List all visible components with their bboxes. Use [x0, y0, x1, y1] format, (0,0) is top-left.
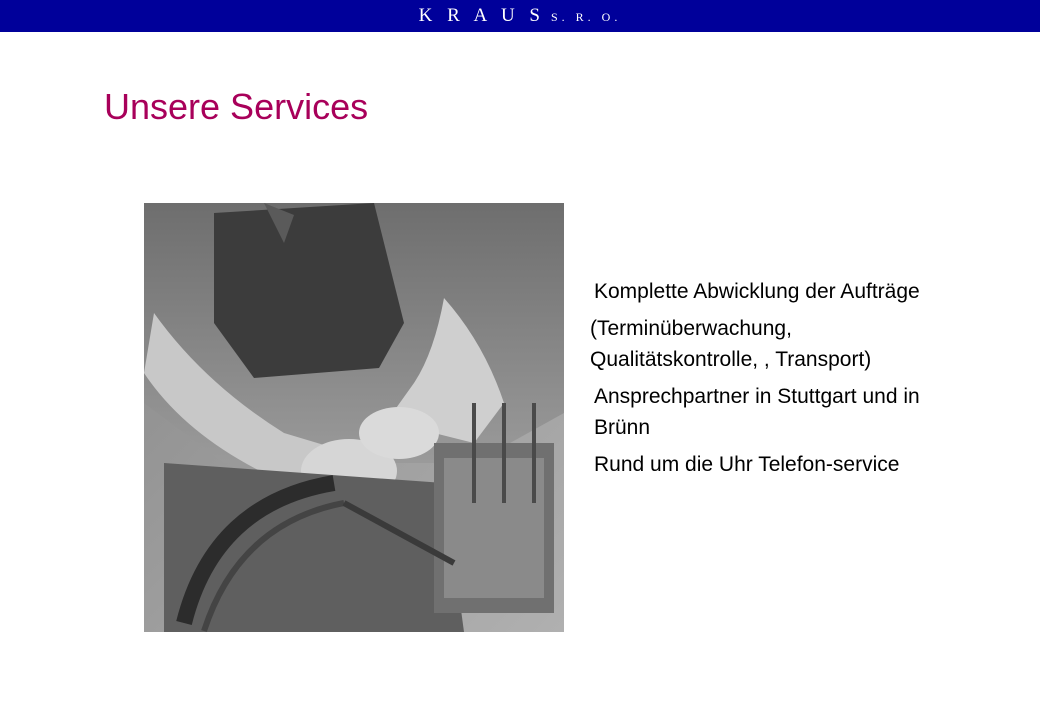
list-item: Ansprechpartner in Stuttgart und in Brünn: [594, 385, 920, 439]
service-list: [590, 276, 954, 486]
worker-photo: [144, 203, 564, 632]
company-logo: [419, 5, 622, 27]
list-item: Rund um die Uhr Telefon-service: [594, 453, 900, 476]
brand-name: K R A U S: [418, 5, 545, 26]
list-item: (Terminüberwachung, Qualitätskontrolle, , Transport): [590, 317, 872, 371]
slide-title: Unsere Services: [104, 86, 369, 127]
list-item: Komplette Abwicklung der Aufträge: [594, 280, 920, 303]
brand-suffix: S. R. O.: [550, 10, 622, 24]
header-bar: [0, 0, 1040, 32]
